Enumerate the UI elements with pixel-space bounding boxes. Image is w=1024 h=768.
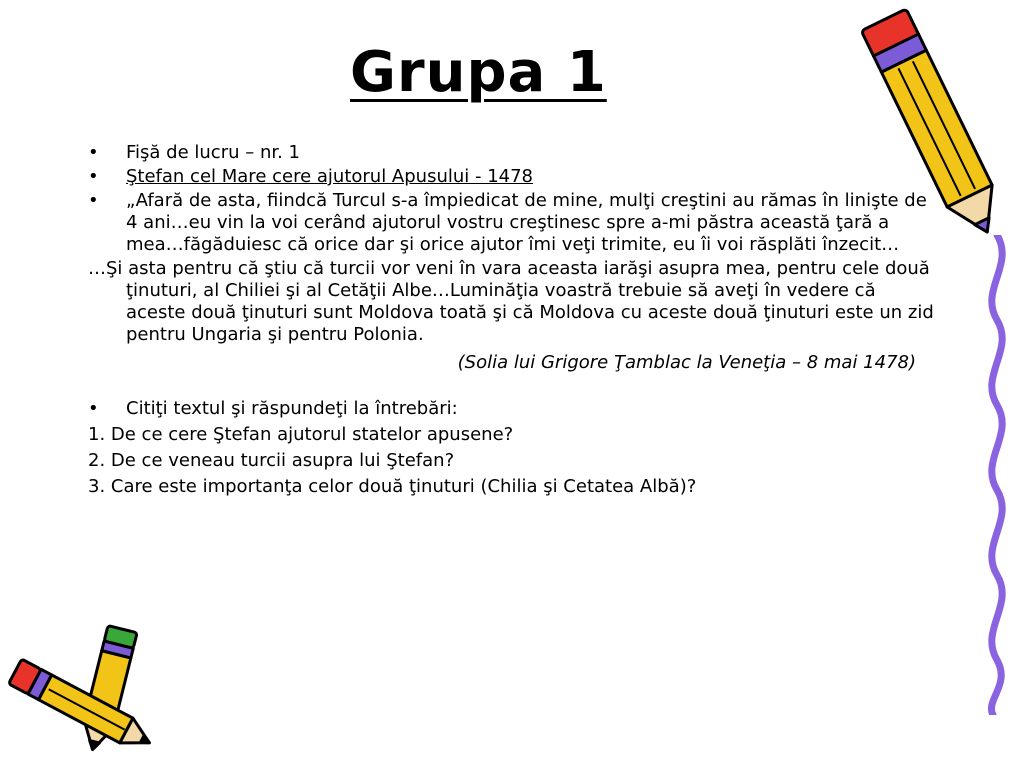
question-3: 3. Care este importanţa celor două ţinuturi (Chilia şi Cetatea Albă)? <box>88 476 697 497</box>
slide-content <box>88 142 938 500</box>
bullet-instruction: • Citiţi textul şi răspundeţi la întrebări: <box>88 398 938 420</box>
squiggle-line-decoration <box>975 235 1019 715</box>
question-2: 2. De ce veneau turcii asupra lui Ştefan? <box>88 450 455 471</box>
bullet-quote: • „Afară de asta, fiindcă Turcul s-a împiedicat de mine, mulţi creştini au rămas în linişte de 4 ani…eu vin la voi cerând ajutorul vostru creştinesc spre a-mi păstra această ţară a mea…făgăduiesc că orice dar şi orice ajutor îmi veţi trimite, eu îi voi răsplăti înzecit… <box>88 190 938 256</box>
bullet-topic <box>88 166 938 188</box>
quote-continuation: …Şi asta pentru că ştiu că turcii vor veni în vara aceasta iarăşi asupra mea, pentru cele două ţinuturi, al Chiliei şi al Cetăţii Albe…Luminăţia voastră trebuie să aveţi în vedere că aceste două ţinuturi sunt Moldova toată şi că Moldova cu aceste două ţinuturi este un zid pentru Ungaria şi pentru Polonia. <box>88 258 934 345</box>
bullet-worksheet: • Fişă de lucru – nr. 1 <box>88 142 938 164</box>
pencils-clipart-bottom-left <box>0 622 170 762</box>
pencil-clipart-top-right <box>855 0 1015 250</box>
quote-citation: (Solia lui Grigore Ţamblac la Veneţia – 8 mai 1478) <box>457 352 916 373</box>
question-1: 1. De ce cere Ştefan ajutorul statelor apusene? <box>88 424 514 445</box>
topic-text: Ştefan cel Mare cere ajutorul Apusului - 1478 <box>126 166 534 187</box>
slide-title: Grupa 1 <box>350 40 607 105</box>
